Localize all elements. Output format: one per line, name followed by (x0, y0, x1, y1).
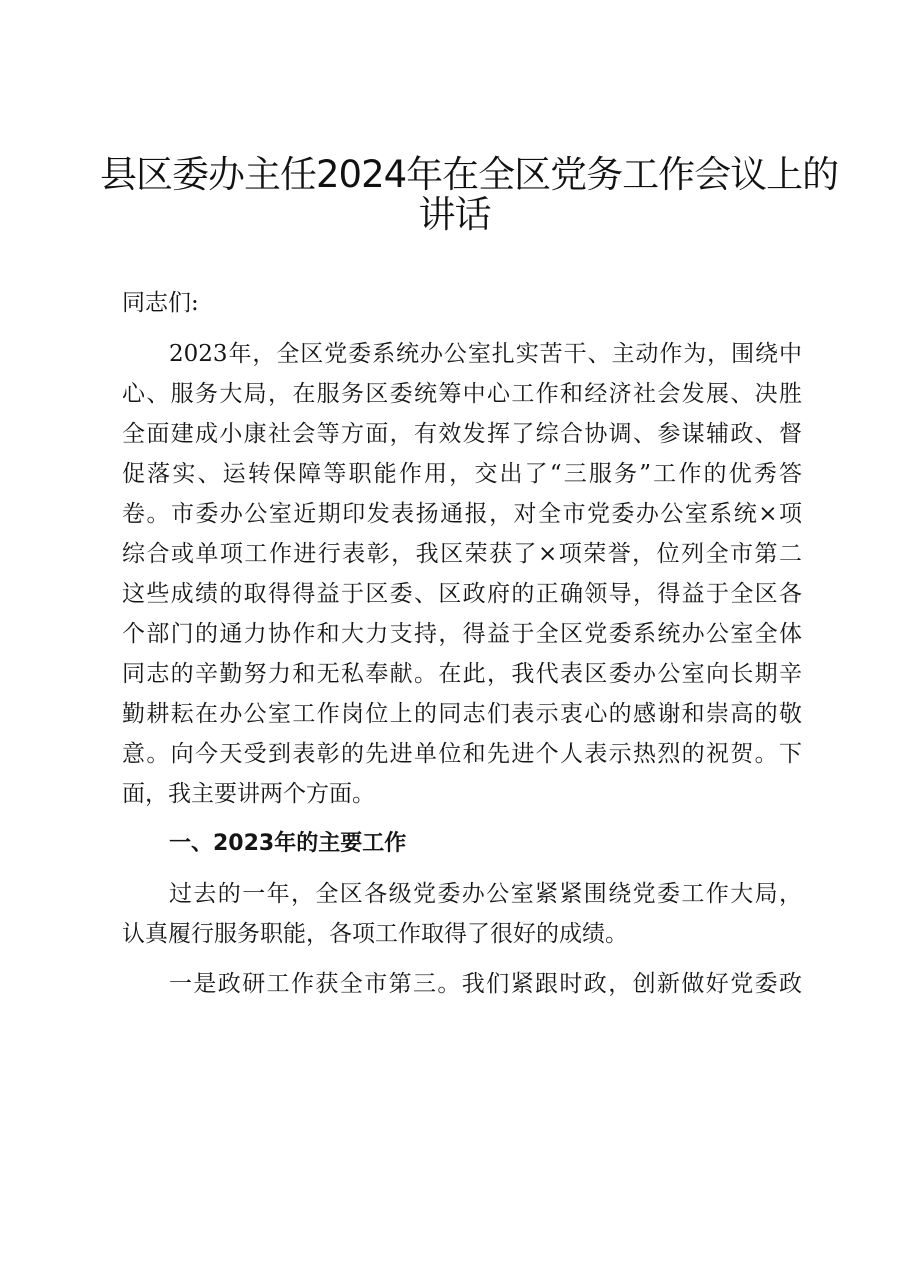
salutation: 同志们: (122, 290, 199, 316)
paragraph-1-line: 这些成绩的取得得益于区委、区政府的正确领导，得益于全区各 (122, 581, 802, 607)
paragraph-1-line: 综合或单项工作进行表彰，我区荣获了×项荣誉，位列全市第二 (122, 541, 802, 567)
title-line-1: 县区委办主任2024年在全区党务工作会议上的 (100, 153, 839, 196)
document-body (122, 283, 802, 1004)
paragraph-1-line: 促落实、运转保障等职能作用，交出了“三服务”工作的优秀答 (122, 461, 802, 487)
paragraph-1-line: 全面建成小康社会等方面，有效发挥了综合协调、参谋辅政、督 (122, 421, 802, 447)
paragraph-1-line: 个部门的通力协作和大力支持，得益于全区党委系统办公室全体 (122, 621, 802, 647)
paragraph-1-line: 2023年，全区党委系统办公室扎实苦干、主动作为，围绕中 (169, 341, 802, 367)
document-title (100, 152, 839, 236)
paragraph-1 (122, 334, 802, 814)
paragraph-1-line: 面，我主要讲两个方面。 (122, 781, 375, 807)
paragraph-1-line: 卷。市委办公室近期印发表扬通报，对全市党委办公室系统×项 (122, 501, 802, 527)
section-1-heading: 一、2023年的主要工作 (169, 831, 407, 856)
paragraph-2 (122, 874, 802, 954)
paragraph-1-line: 心、服务大局，在服务区委统筹中心工作和经济社会发展、决胜 (122, 381, 802, 407)
paragraph-1-line: 同志的辛勤努力和无私奉献。在此，我代表区委办公室向长期辛 (122, 661, 802, 687)
title-line-2: 讲话 (418, 193, 491, 236)
paragraph-3 (122, 964, 802, 1004)
paragraph-1-line: 勤耕耘在办公室工作岗位上的同志们表示衷心的感谢和崇高的敬 (122, 701, 802, 727)
paragraph-2-line: 认真履行服务职能，各项工作取得了很好的成绩。 (122, 921, 628, 947)
paragraph-1-line: 意。向今天受到表彰的先进单位和先进个人表示热烈的祝贺。下 (122, 741, 802, 767)
paragraph-2-line: 过去的一年，全区各级党委办公室紧紧围绕党委工作大局， (169, 881, 802, 907)
paragraph-3-line: 一是政研工作获全市第三。我们紧跟时政，创新做好党委政 (169, 971, 802, 997)
